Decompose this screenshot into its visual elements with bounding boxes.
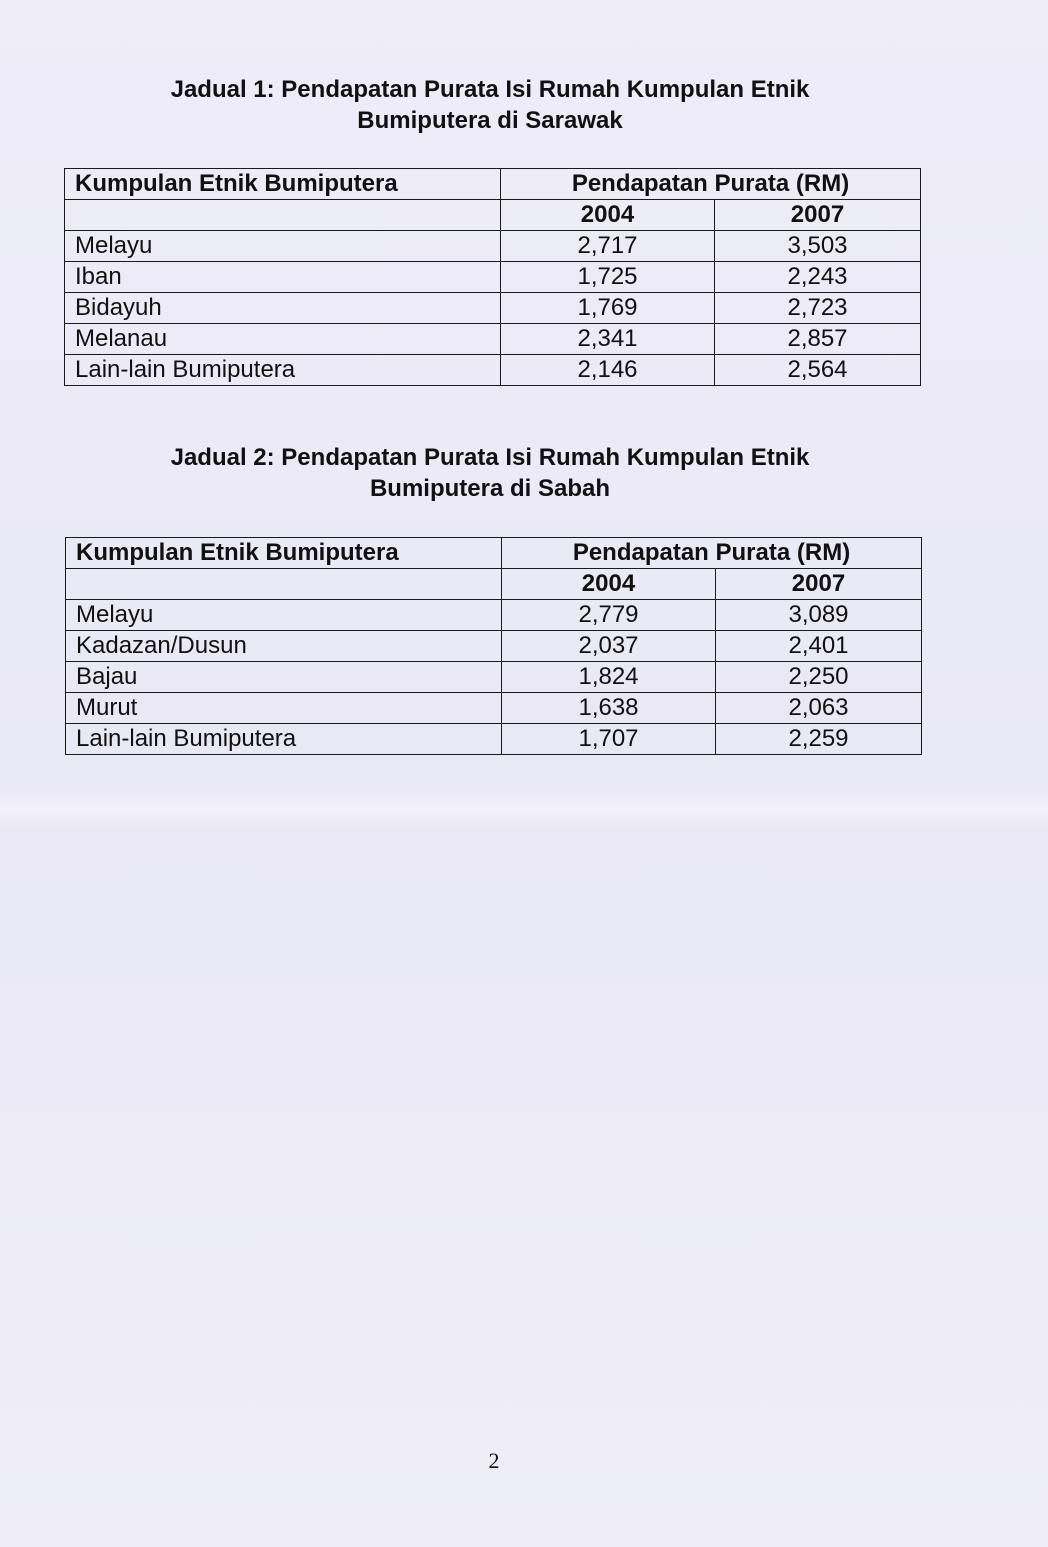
table1-header-group: Kumpulan Etnik Bumiputera	[65, 169, 501, 200]
table-row	[65, 262, 921, 293]
row-value-2004: 1,707	[502, 724, 716, 755]
table1-year-2007: 2007	[715, 200, 921, 231]
table-row	[66, 724, 922, 755]
table2-year-2004: 2004	[502, 569, 716, 600]
table1-caption-line2: Bumiputera di Sarawak	[357, 107, 623, 134]
row-value-2007: 2,259	[716, 724, 922, 755]
table2-header-group: Kumpulan Etnik Bumiputera	[66, 538, 502, 569]
table-row	[65, 355, 921, 386]
paper-fold	[0, 790, 1048, 830]
row-group: Bajau	[66, 662, 502, 693]
table-row	[66, 693, 922, 724]
row-value-2004: 2,037	[502, 631, 716, 662]
table-row	[66, 662, 922, 693]
row-value-2007: 3,503	[715, 231, 921, 262]
table-row	[66, 631, 922, 662]
table2-year-2007: 2007	[716, 569, 922, 600]
table1-caption-line1: Jadual 1: Pendapatan Purata Isi Rumah Kumpulan Etnik	[170, 76, 810, 103]
row-value-2004: 2,341	[501, 324, 715, 355]
table1-year-blank	[65, 200, 501, 231]
table2-caption-line2: Bumiputera di Sabah	[369, 475, 611, 502]
row-group: Melayu	[66, 600, 502, 631]
row-value-2007: 2,564	[715, 355, 921, 386]
row-group: Iban	[65, 262, 501, 293]
table-row	[66, 600, 922, 631]
table2-year-row	[66, 569, 922, 600]
row-value-2004: 1,725	[501, 262, 715, 293]
row-value-2004: 2,717	[501, 231, 715, 262]
table1-header-row	[65, 169, 921, 200]
table2-year-blank	[66, 569, 502, 600]
page-number: 2	[488, 1448, 500, 1473]
table-row	[65, 293, 921, 324]
row-value-2007: 2,243	[715, 262, 921, 293]
row-group: Kadazan/Dusun	[66, 631, 502, 662]
row-group: Melayu	[65, 231, 501, 262]
table2-header-row	[66, 538, 922, 569]
table1-year-row	[65, 200, 921, 231]
row-group: Murut	[66, 693, 502, 724]
row-group: Lain-lain Bumiputera	[65, 355, 501, 386]
row-value-2004: 1,769	[501, 293, 715, 324]
row-group: Bidayuh	[65, 293, 501, 324]
table2-header-income: Pendapatan Purata (RM)	[502, 538, 922, 569]
row-value-2004: 2,779	[502, 600, 716, 631]
table1-caption	[90, 74, 890, 136]
table1-header-income: Pendapatan Purata (RM)	[501, 169, 921, 200]
row-group: Lain-lain Bumiputera	[66, 724, 502, 755]
row-value-2007: 2,401	[716, 631, 922, 662]
row-value-2004: 1,824	[502, 662, 716, 693]
row-value-2007: 2,250	[716, 662, 922, 693]
row-value-2004: 2,146	[501, 355, 715, 386]
table-row	[65, 231, 921, 262]
table2-caption-line1: Jadual 2: Pendapatan Purata Isi Rumah Kumpulan Etnik	[170, 444, 810, 471]
table1-year-2004: 2004	[501, 200, 715, 231]
table-row	[65, 324, 921, 355]
table2-sabah-income	[65, 537, 922, 755]
row-value-2007: 2,063	[716, 693, 922, 724]
row-value-2007: 2,857	[715, 324, 921, 355]
table2-caption	[90, 442, 890, 504]
row-value-2007: 3,089	[716, 600, 922, 631]
row-group: Melanau	[65, 324, 501, 355]
table1-sarawak-income	[64, 168, 921, 386]
row-value-2004: 1,638	[502, 693, 716, 724]
row-value-2007: 2,723	[715, 293, 921, 324]
